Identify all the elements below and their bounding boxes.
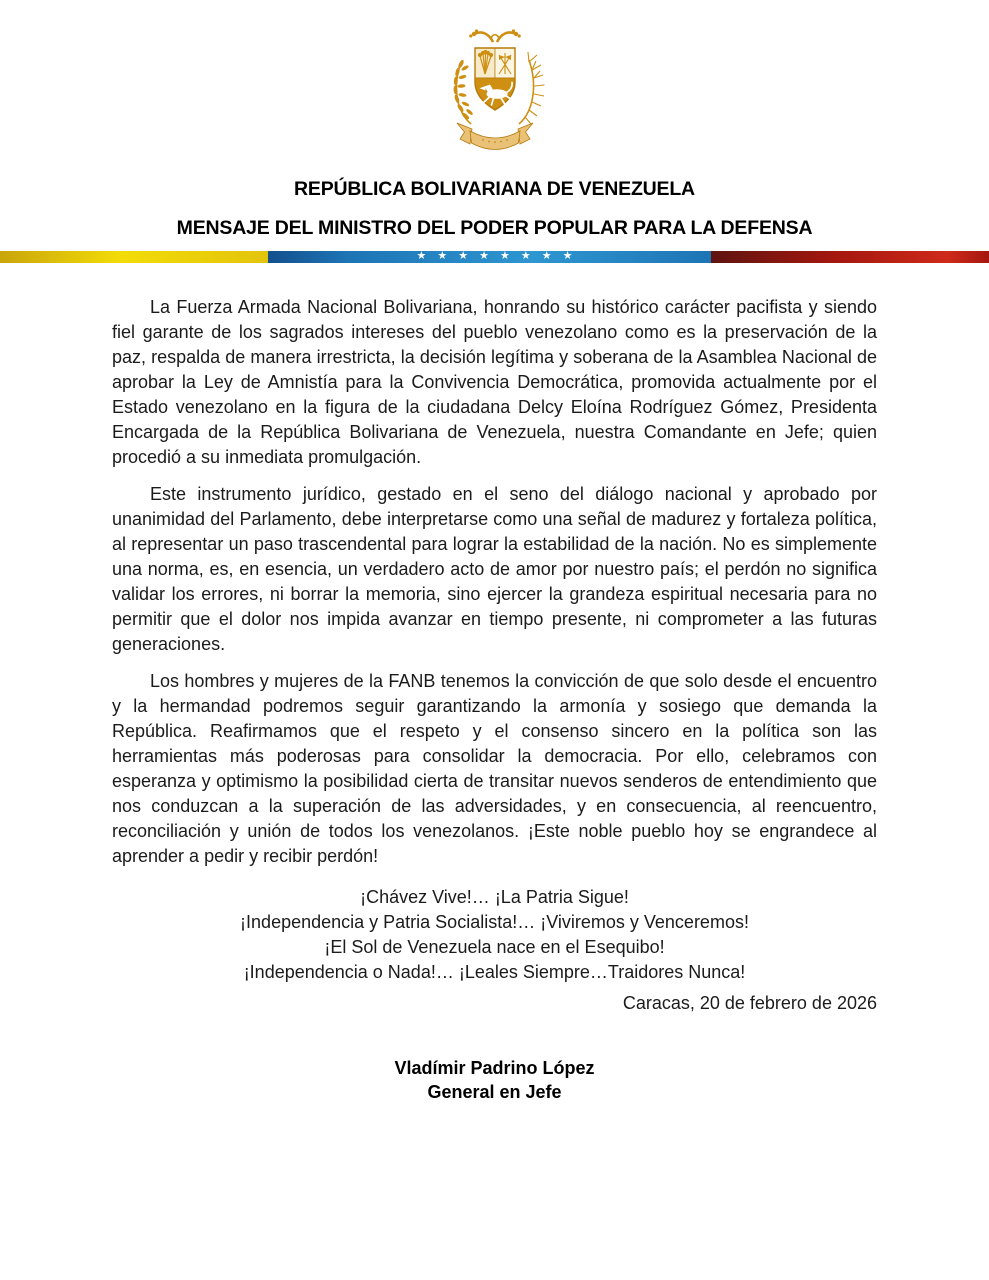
venezuela-coat-of-arms-icon [437,28,553,158]
olive-branch [453,59,473,124]
signature-block [112,1056,877,1104]
republic-title: REPÚBLICA BOLIVARIANA DE VENEZUELA [294,178,695,200]
slogans-block [112,885,877,985]
cornucopias [469,29,521,42]
slogan-line-2: ¡Independencia y Patria Socialista!… ¡Viviremos y Venceremos! [240,912,749,932]
slogan-line-1: ¡Chávez Vive!… ¡La Patria Sigue! [360,887,629,907]
flag-bar [0,251,989,263]
body-paragraph-1: La Fuerza Armada Nacional Bolivariana, honrando su histórico carácter pacifista y siendo fiel garante de los sagrados intereses del pueblo venezolano como es la preservación de la paz, respalda de manera irrestricta, la decisión legítima y soberana de la Asamblea Nacional de aprobar la Ley de Amnistía para la Convivencia Democrática, promovida actualmente por el Estado venezolano en la figura de la ciudadana Delcy Eloína Rodríguez Gómez, Presidenta Encargada de la República Bolivariana de Venezuela, nuestra Comandante en Jefe; quien procedió a su inmediata promulgación. [112,297,877,467]
letter-body [0,295,989,1104]
signature-name: Vladímir Padrino López [394,1058,595,1078]
message-title: MENSAJE DEL MINISTRO DEL PODER POPULAR PARA LA DEFENSA [176,217,813,239]
palm-branch [519,52,545,124]
dateline: Caracas, 20 de febrero de 2026 [622,993,877,1013]
signature-rank: General en Jefe [427,1082,562,1102]
ribbon [457,123,533,150]
shield [475,48,515,110]
flag-stars: ★★★★★★★★ [416,250,584,262]
slogan-line-3: ¡El Sol de Venezuela nace en el Esequibo! [324,937,665,957]
slogan-line-4: ¡Independencia o Nada!… ¡Leales Siempre…Traidores Nunca! [243,962,746,982]
body-paragraph-3: Los hombres y mujeres de la FANB tenemos la convicción de que solo desde el encuentro y la hermandad podremos seguir garantizando la armonía y sosiego que demanda la República. Reafirmamos que el respeto y el consenso sincero en la política son las herramientas más poderosas para consolidar la democracia. Por ello, celebramos con esperanza y optimismo la posibilidad cierta de transitar nuevos senderos de entendimiento que nos conduzcan a la superación de las adversidades, y en consecuencia, al reencuentro, reconciliación y unión de todos los venezolanos. ¡Este noble pueblo hoy se engrandece al aprender a pedir y recibir perdón! [112,671,877,866]
body-paragraph-2: Este instrumento jurídico, gestado en el seno del diálogo nacional y aprobado por unanimidad del Parlamento, debe interpretarse como una señal de madurez y fortaleza política, al representar un paso trascendental para lograr la estabilidad de la nación. No es simplemente una norma, es, en esencia, un verdadero acto de amor por nuestro país; el perdón no significa validar los errores, ni borrar la memoria, sino ejercer la grandeza espiritual necesaria para no permitir que el dolor nos impida avanzar en tiempo presente, ni comprometer a las futuras generaciones. [112,484,877,654]
